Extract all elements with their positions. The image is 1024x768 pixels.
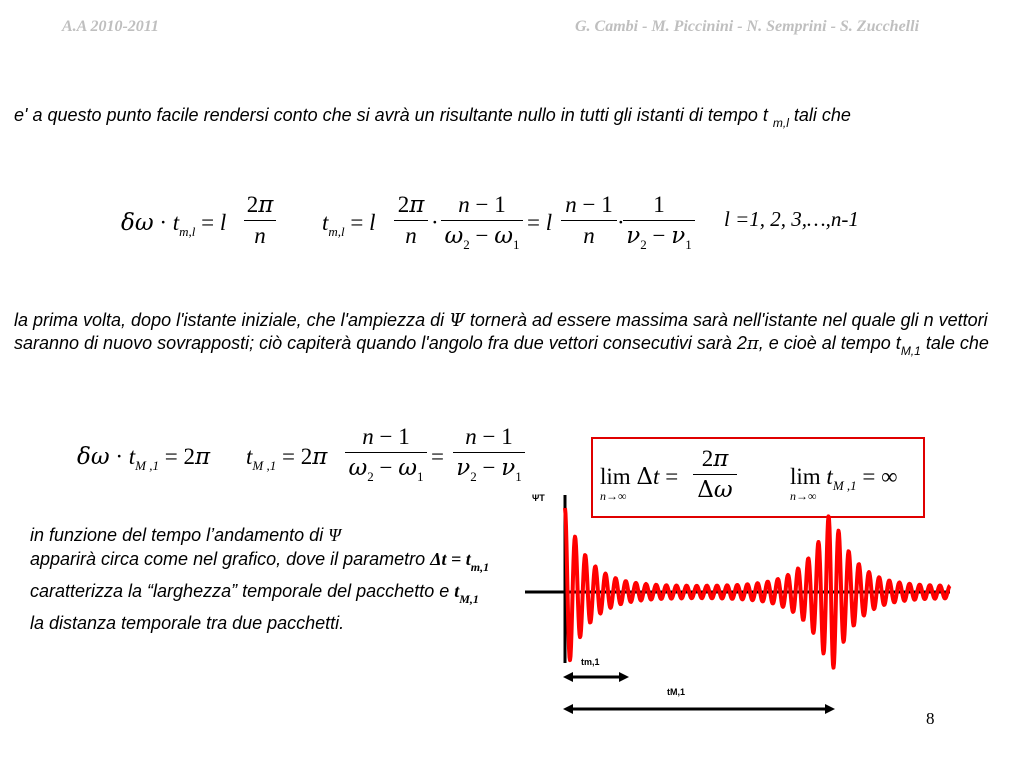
page-number: 8 (926, 709, 935, 728)
l-range: l =1, 2, 3,…,n-1 (724, 207, 859, 231)
eq-equals: = (431, 444, 444, 469)
lim-frac-2pi-domega: 2π Δω (693, 446, 737, 503)
eq-frac-n1-omega-b: n − 1 $\omega_2 - \omega_1$ (345, 424, 427, 485)
intro-tail: tali che (793, 105, 851, 125)
psi-symbol-2: Ψ (328, 525, 341, 545)
para3-text-a: in funzione del tempo l’andamento di (30, 525, 324, 545)
eq-dot-2: · (617, 210, 625, 235)
eq-delta-omega-tM: $\delta\omega \cdot t_{M ,1} = 2\pi$ (77, 444, 211, 473)
eq-t-ml: $t_{m,l} = l$ (322, 210, 376, 239)
y-axis-label: ΨT (532, 493, 545, 503)
lim-sub-1: n→∞ (600, 489, 627, 503)
paragraph-2 (14, 309, 1014, 363)
pi-symbol: π (746, 333, 759, 354)
authors: G. Cambi - M. Piccinini - N. Semprini - S. Zucchelli (575, 18, 920, 35)
eq-frac-1-nu: 1 $\nu_2 - \nu_1$ (623, 192, 695, 253)
eq-eq-l: = l (527, 210, 553, 235)
para2-text-d: tale che (920, 333, 989, 353)
intro-main: e' a questo punto facile rendersi conto che si avrà un risultante nullo in tutti gli istanti di tempo t (14, 105, 768, 125)
wave-packet-graph (515, 485, 965, 725)
eq-frac-n1-omega: n − 1 $\omega_2 - \omega_1$ (441, 192, 523, 253)
delta-t-label: Δt = t (430, 549, 471, 569)
tm1-label: tm,1 (581, 657, 600, 667)
eq-tM1: $t_{M ,1} = 2\pi$ (246, 444, 328, 473)
eq-dot: · (431, 210, 439, 235)
eq-delta-omega-t: $\delta\omega \cdot t_{m,l} = l$ (121, 210, 227, 239)
tM1-label: tM,1 (667, 687, 685, 697)
tM1-arrowhead-right (825, 704, 835, 714)
para3-text-b: apparirà circa come nel grafico, dove il parametro (30, 549, 426, 569)
tM-sub: M,1 (459, 592, 479, 606)
wave-curve (565, 508, 950, 668)
para3-text-d: la distanza temporale tra due pacchetti. (30, 613, 345, 633)
delta-t-sub: m,1 (470, 560, 490, 574)
lim-delta-t: lim Δt = (600, 464, 679, 490)
intro-sub: m,l (772, 116, 789, 130)
eq-frac-n1-nu: n − 1 $\nu_2 - \nu_1$ (453, 424, 525, 485)
tM-label: t (454, 581, 460, 601)
para2-text-a: la prima volta, dopo l'istante iniziale, che l'ampiezza di (14, 310, 445, 330)
tm1-arrowhead-left (563, 672, 573, 682)
eq-fraction-2pi-n: 2π n (244, 192, 276, 249)
psi-symbol: Ψ (449, 310, 465, 331)
lim-sub-2: n→∞ (790, 489, 817, 503)
lim-tM1: $\lim t_{M ,1}$ = ∞ (790, 464, 898, 493)
eq-frac-n1-n: n − 1 n (561, 192, 617, 249)
eq-frac-2pi-n-b: 2π n (394, 192, 428, 249)
para2-sub: M,1 (900, 344, 921, 358)
para2-text-b: tornerà ad essere massima sarà nell'istante nel quale gli n vettori saranno di nuovo sovrapposti; ciò capiterà quando l'angolo fra due vettori consecutivi sarà 2 (14, 310, 988, 353)
paragraph-3 (30, 523, 490, 635)
para2-text-c: , e cioè al tempo t (758, 333, 901, 353)
intro-text (14, 104, 851, 135)
course-year: A.A 2010-2011 (62, 18, 159, 35)
tM1-arrowhead-left (563, 704, 573, 714)
para3-text-c: caratterizza la “larghezza” temporale del pacchetto e (30, 581, 450, 601)
tm1-arrowhead-right (619, 672, 629, 682)
